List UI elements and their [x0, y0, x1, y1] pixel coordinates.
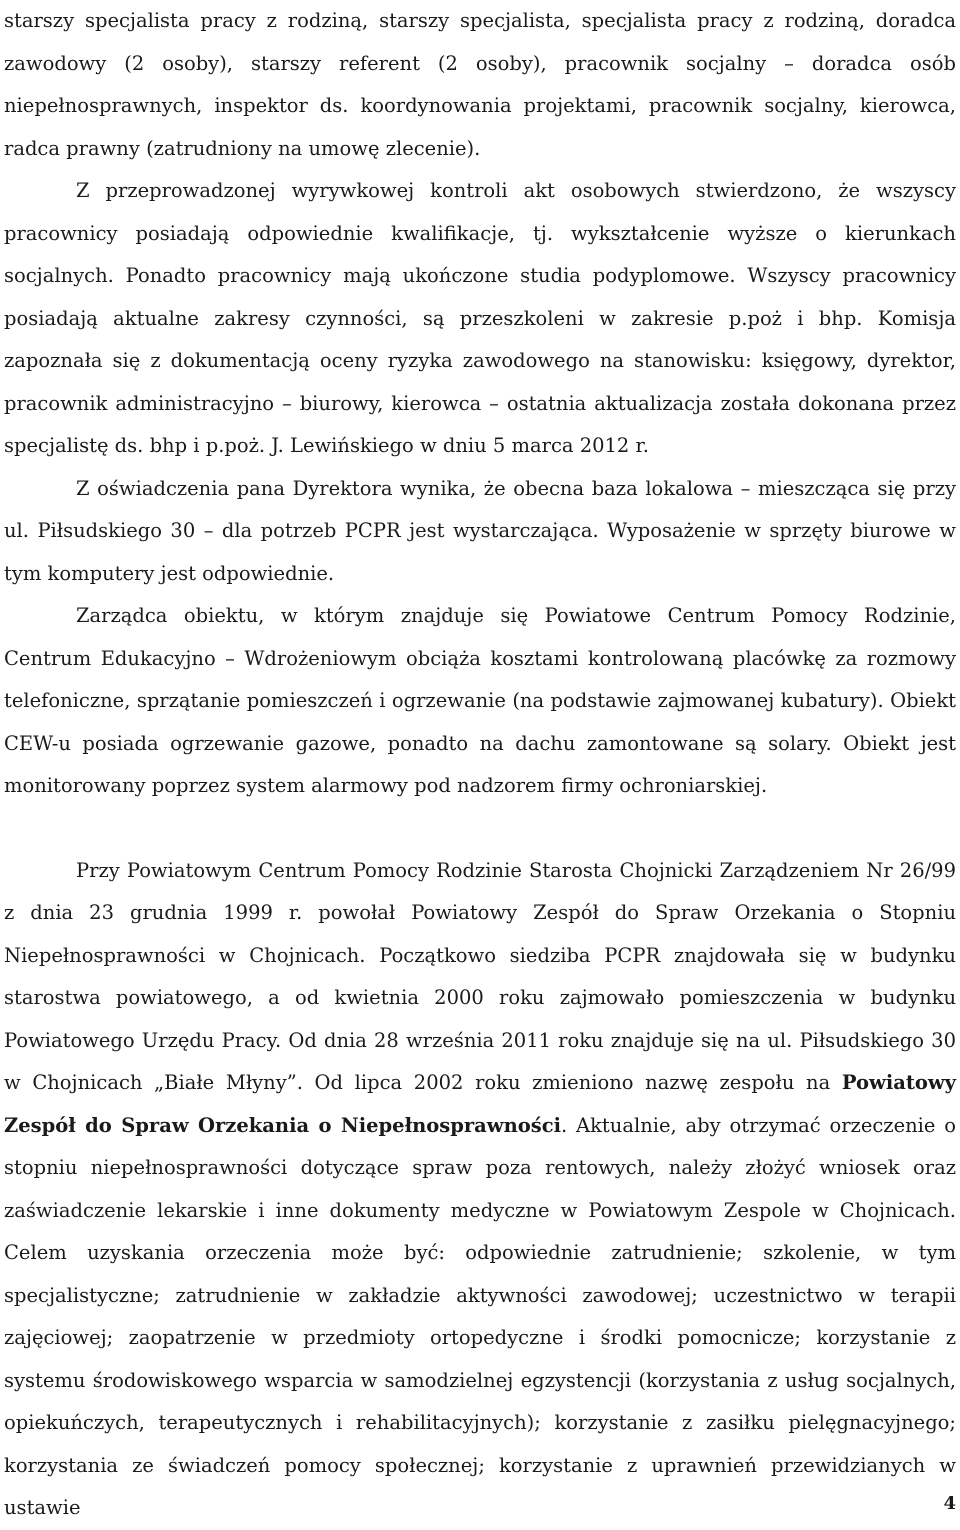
page-number: 4 [943, 1493, 956, 1514]
document-page [4, 0, 956, 1530]
paragraph-premises: Z oświadczenia pana Dyrektora wynika, że obecna baza lokalowa – mieszcząca się przy ul. Piłsudskiego 30 – dla potrzeb PCPR jest wystarczająca. Wyposażenie w sprzęty biurowe w tym komputery jest odpowiednie. [4, 476, 956, 585]
paragraph-qualifications: Z przeprowadzonej wyrywkowej kontroli akt osobowych stwierdzono, że wszyscy pracownicy posiadają odpowiednie kwalifikacje, tj. wykształcenie wyższe o kierunkach socjalnych. Ponadto pracownicy mają ukończone studia podyplomowe. Wszyscy pracownicy posiadają aktualne zakresy czynności, są przeszkoleni w zakresie p.poż i bhp. Komisja zapoznała się z dokumentacją oceny ryzyka zawodowego na stanowisku: księgowy, dyrektor, pracownik administracyjno – biurowy, kierowca – ostatnia aktualizacja została dokonana przez specjalistę ds. bhp i p.poż. J. Lewińskiego w dniu 5 marca 2012 r. [4, 179, 956, 457]
paragraph-disability-team-text-b: . Aktualnie, aby otrzymać orzeczenie o stopniu niepełnosprawności dotyczące spraw poza rentowych, należy złożyć wniosek oraz zaświadczenie lekarskie i inne dokumenty medyczne w Powiatowym Zespole w Chojnicach. Celem uzyskania orzeczenia może być: odpowiednie zatrudnienie; szkolenie, w tym specjalistyczne; zatrudnienie w zakładzie aktywności zawodowej; uczestnictwo w terapii zajęciowej; zaopatrzenie w przedmioty ortopedyczne i środki pomocnicze; korzystanie z systemu środowiskowego wsparcia w samodzielnej egzystencji (korzystania z usług socjalnych, opiekuńczych, terapeutycznych i rehabilitacyjnych); korzystanie z zasiłku pielęgnacyjnego; korzystania ze świadczeń pomocy społecznej; korzystanie z uprawnień przewidzianych w ustawie [4, 1113, 956, 1519]
paragraph-building-manager: Zarządca obiektu, w którym znajduje się Powiatowe Centrum Pomocy Rodzinie, Centrum Edukacyjno – Wdrożeniowym obciąża kosztami kontrolowaną placówkę za rozmowy telefoniczne, sprzątanie pomieszczeń i ogrzewanie (na podstawie zajmowanej kubatury). Obiekt CEW-u posiada ogrzewanie gazowe, ponadto na dachu zamontowane są solary. Obiekt jest monitorowany poprzez system alarmowy pod nadzorem firmy ochroniarskiej. [4, 604, 956, 797]
paragraph-disability-team-text-a: Przy Powiatowym Centrum Pomocy Rodzinie Starosta Chojnicki Zarządzeniem Nr 26/99 z dnia 23 grudnia 1999 r. powołał Powiatowy Zespół do Spraw Orzekania o Stopniu Niepełnosprawności w Chojnicach. Początkowo siedziba PCPR znajdowała się w budynku starostwa powiatowego, a od kwietnia 2000 roku zajmowało pomieszczenia w budynku Powiatowego Urzędu Pracy. Od dnia 28 września 2011 roku znajduje się na ul. Piłsudskiego 30 w Chojnicach „Białe Młyny”. Od lipca 2002 roku zmieniono nazwę zespołu na [4, 858, 956, 1094]
paragraph-disability-team [4, 850, 956, 1530]
paragraph-staff-list: starszy specjalista pracy z rodziną, starszy specjalista, specjalista pracy z rodziną, doradca zawodowy (2 osoby), starszy referent (2 osoby), pracownik socjalny – doradca osób niepełnosprawnych, inspektor ds. koordynowania projektami, pracownik socjalny, kierowca, radca prawny (zatrudniony na umowę zlecenie). [4, 9, 956, 160]
team-name-bold: Powiatowy Zespół do Spraw Orzekania o Niepełnosprawności [4, 1071, 957, 1137]
paragraph-spacer [4, 808, 956, 850]
